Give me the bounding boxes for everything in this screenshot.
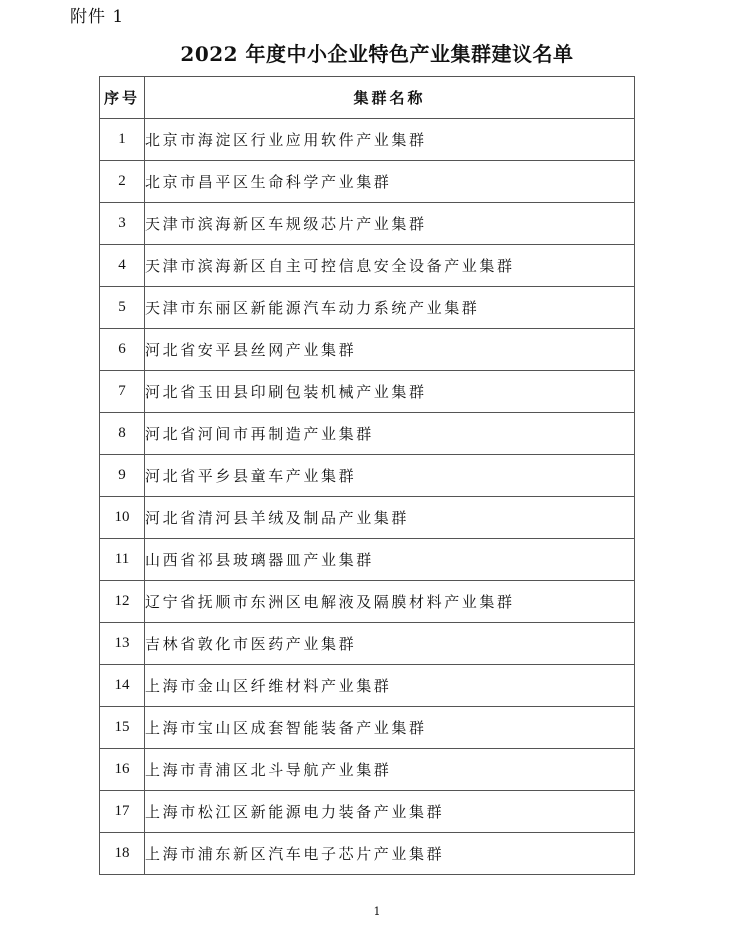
cluster-name: 上海市金山区纤维材料产业集群 — [145, 665, 635, 707]
table-row — [100, 329, 635, 371]
cluster-name: 上海市宝山区成套智能装备产业集群 — [145, 707, 635, 749]
column-header-number: 序号 — [100, 77, 145, 119]
table-row — [100, 707, 635, 749]
table-row — [100, 791, 635, 833]
row-number: 15 — [100, 707, 145, 749]
table-row — [100, 287, 635, 329]
cluster-name: 河北省清河县羊绒及制品产业集群 — [145, 497, 635, 539]
row-number: 14 — [100, 665, 145, 707]
cluster-name: 天津市滨海新区自主可控信息安全设备产业集群 — [145, 245, 635, 287]
row-number: 18 — [100, 833, 145, 875]
row-number: 8 — [100, 413, 145, 455]
row-number: 1 — [100, 119, 145, 161]
table-row — [100, 371, 635, 413]
attachment-label: 附件 1 — [70, 7, 125, 27]
table-row — [100, 455, 635, 497]
document-title: 2022 年度中小企业特色产业集群建议名单 — [180, 42, 574, 66]
table-row — [100, 665, 635, 707]
row-number: 10 — [100, 497, 145, 539]
row-number: 16 — [100, 749, 145, 791]
cluster-name: 上海市浦东新区汽车电子芯片产业集群 — [145, 833, 635, 875]
row-number: 2 — [100, 161, 145, 203]
row-number: 17 — [100, 791, 145, 833]
cluster-name: 上海市松江区新能源电力装备产业集群 — [145, 791, 635, 833]
row-number: 6 — [100, 329, 145, 371]
cluster-name: 山西省祁县玻璃器皿产业集群 — [145, 539, 635, 581]
row-number: 9 — [100, 455, 145, 497]
row-number: 5 — [100, 287, 145, 329]
table-row — [100, 119, 635, 161]
cluster-name: 辽宁省抚顺市东洲区电解液及隔膜材料产业集群 — [145, 581, 635, 623]
table-row — [100, 833, 635, 875]
column-header-cluster-name: 集群名称 — [145, 77, 635, 119]
table-row — [100, 161, 635, 203]
row-number: 13 — [100, 623, 145, 665]
table-header-row — [100, 77, 635, 119]
cluster-name: 河北省玉田县印刷包装机械产业集群 — [145, 371, 635, 413]
table-row — [100, 581, 635, 623]
cluster-name: 河北省平乡县童车产业集群 — [145, 455, 635, 497]
cluster-name: 河北省安平县丝网产业集群 — [145, 329, 635, 371]
row-number: 4 — [100, 245, 145, 287]
table-row — [100, 413, 635, 455]
cluster-name: 天津市东丽区新能源汽车动力系统产业集群 — [145, 287, 635, 329]
row-number: 3 — [100, 203, 145, 245]
cluster-name: 北京市海淀区行业应用软件产业集群 — [145, 119, 635, 161]
row-number: 12 — [100, 581, 145, 623]
table-row — [100, 623, 635, 665]
table-row — [100, 497, 635, 539]
table-row — [100, 749, 635, 791]
table-row — [100, 203, 635, 245]
cluster-name: 河北省河间市再制造产业集群 — [145, 413, 635, 455]
cluster-list-table — [99, 76, 635, 875]
table-row — [100, 539, 635, 581]
row-number: 11 — [100, 539, 145, 581]
cluster-name: 上海市青浦区北斗导航产业集群 — [145, 749, 635, 791]
cluster-name: 天津市滨海新区车规级芯片产业集群 — [145, 203, 635, 245]
row-number: 7 — [100, 371, 145, 413]
cluster-name: 吉林省敦化市医药产业集群 — [145, 623, 635, 665]
page-number: 1 — [373, 905, 381, 918]
cluster-name: 北京市昌平区生命科学产业集群 — [145, 161, 635, 203]
table-row — [100, 245, 635, 287]
